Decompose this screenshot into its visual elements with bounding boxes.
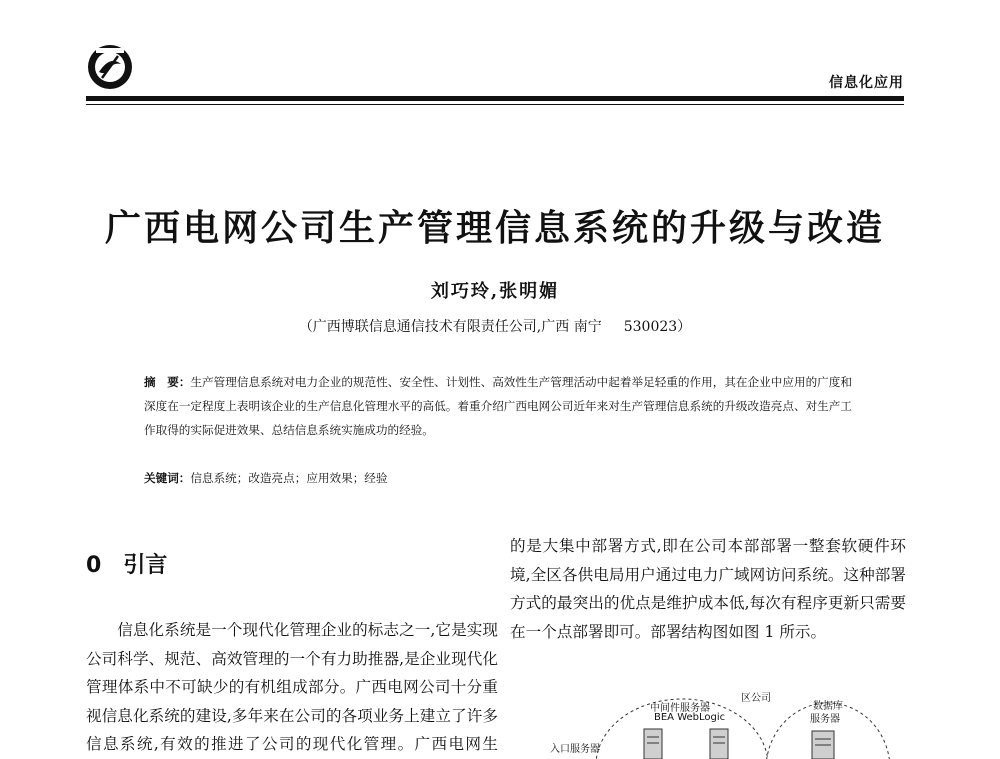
- header-rule-thick: [86, 96, 904, 101]
- journal-logo-icon: [86, 43, 134, 91]
- section-number: 0: [86, 553, 102, 578]
- db-label-1: 数据库: [813, 701, 843, 712]
- abstract-label: 摘 要：: [144, 375, 191, 389]
- paper-title: 广西电网公司生产管理信息系统的升级与改造: [104, 208, 885, 249]
- database-server-icon: [812, 731, 834, 759]
- keywords-label: 关键词：: [144, 471, 191, 485]
- section-title: 引言: [123, 553, 168, 578]
- middleware-sub-label: BEA WebLogic: [654, 712, 726, 723]
- keywords-text: 信息系统；改造亮点；应用效果；经验: [190, 471, 388, 485]
- middleware-label: 中间件服务器: [650, 703, 710, 714]
- db-label-2: 服务器: [810, 714, 840, 725]
- deployment-diagram: [510, 685, 906, 759]
- body-left-column: 信息化系统是一个现代化管理企业的标志之一,它是实现公司科学、规范、高效管理的一个有力助推器,是企业现代化管理体系中不可缺少的有机组成部分。广西电网公司十分重视信息化系统的建设,多年来在公司的各项业务上建立了许多信息系统,有效的推进了公司的现代化管理。广西电网生: [86, 621, 498, 753]
- affiliation-text: （广西博联信息通信技术有限责任公司,广西 南宁: [298, 319, 602, 335]
- keywords: [144, 470, 388, 486]
- entry-server-label: 入口服务器: [550, 744, 600, 755]
- middleware-server-icon: [644, 729, 728, 759]
- section-tag: 信息化应用: [829, 75, 904, 91]
- abstract: [144, 370, 852, 442]
- abstract-text: 生产管理信息系统对电力企业的规范性、安全性、计划性、高效性生产管理活动中起着举足轻重的作用，其在企业中应用的广度和深度在一定程度上表明该企业的生产信息化管理水平的高低。着重介绍广西电网公司近年来对生产管理信息系统的升级改造亮点、对生产工作取得的实际促进效果、总结信息系统实施成功的经验。: [144, 375, 852, 437]
- affiliation-postcode: 530023）: [623, 319, 692, 335]
- body-right-column: 的是大集中部署方式,即在公司本部部署一整套软硬件环境,全区各供电局用户通过电力广域网访问系统。这种部署方式的最突出的优点是维护成本低,每次有程序更新只需要在一个点部署即可。部署结构图如图 1 所示。: [510, 537, 906, 641]
- section-heading: [86, 548, 167, 579]
- paper-authors: 刘巧玲,张明媚: [430, 281, 560, 302]
- region-label: 区公司: [741, 693, 771, 704]
- header-rule-thin: [86, 104, 904, 105]
- affiliation: [86, 316, 904, 336]
